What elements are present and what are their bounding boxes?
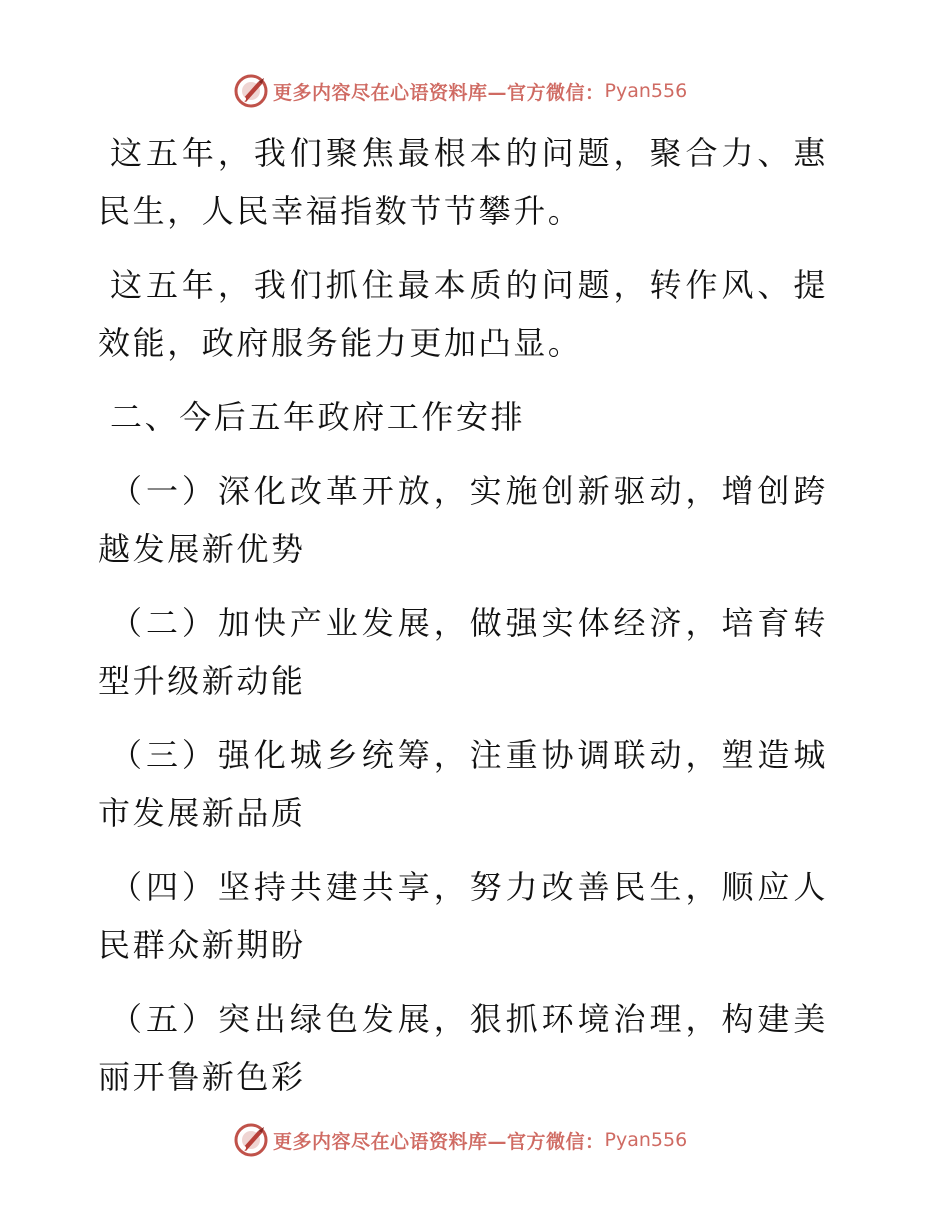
promo-wechat-id: Pyan556 [604,80,688,102]
list-item: （三）强化城乡统筹，注重协调联动，塑造城市发展新品质 [98,736,828,832]
document-body [98,124,828,1122]
list-item: （一）深化改革开放，实施创新驱动，增创跨越发展新优势 [98,472,828,568]
promo-wechat-id: Pyan556 [604,1129,688,1151]
quill-seal-icon [233,1122,269,1158]
promo-text: 更多内容尽在心语资料库—官方微信： [273,81,605,104]
list-item: （二）加快产业发展，做强实体经济，培育转型升级新动能 [98,604,828,700]
quill-seal-icon [233,73,269,109]
list-item: （五）突出绿色发展，狠抓环境治理，构建美丽开鲁新色彩 [98,1000,828,1096]
paragraph: 这五年，我们抓住最本质的问题，转作风、提效能，政府服务能力更加凸显。 [98,266,828,362]
footer-promo-banner [233,1121,687,1159]
list-item: （四）坚持共建共享，努力改善民生，顺应人民群众新期盼 [98,868,828,964]
paragraph: 这五年，我们聚焦最根本的问题，聚合力、惠民生，人民幸福指数节节攀升。 [98,134,828,230]
header-promo-banner [233,72,687,110]
section-heading: 二、今后五年政府工作安排 [110,398,526,436]
promo-text: 更多内容尽在心语资料库—官方微信： [273,1130,605,1153]
